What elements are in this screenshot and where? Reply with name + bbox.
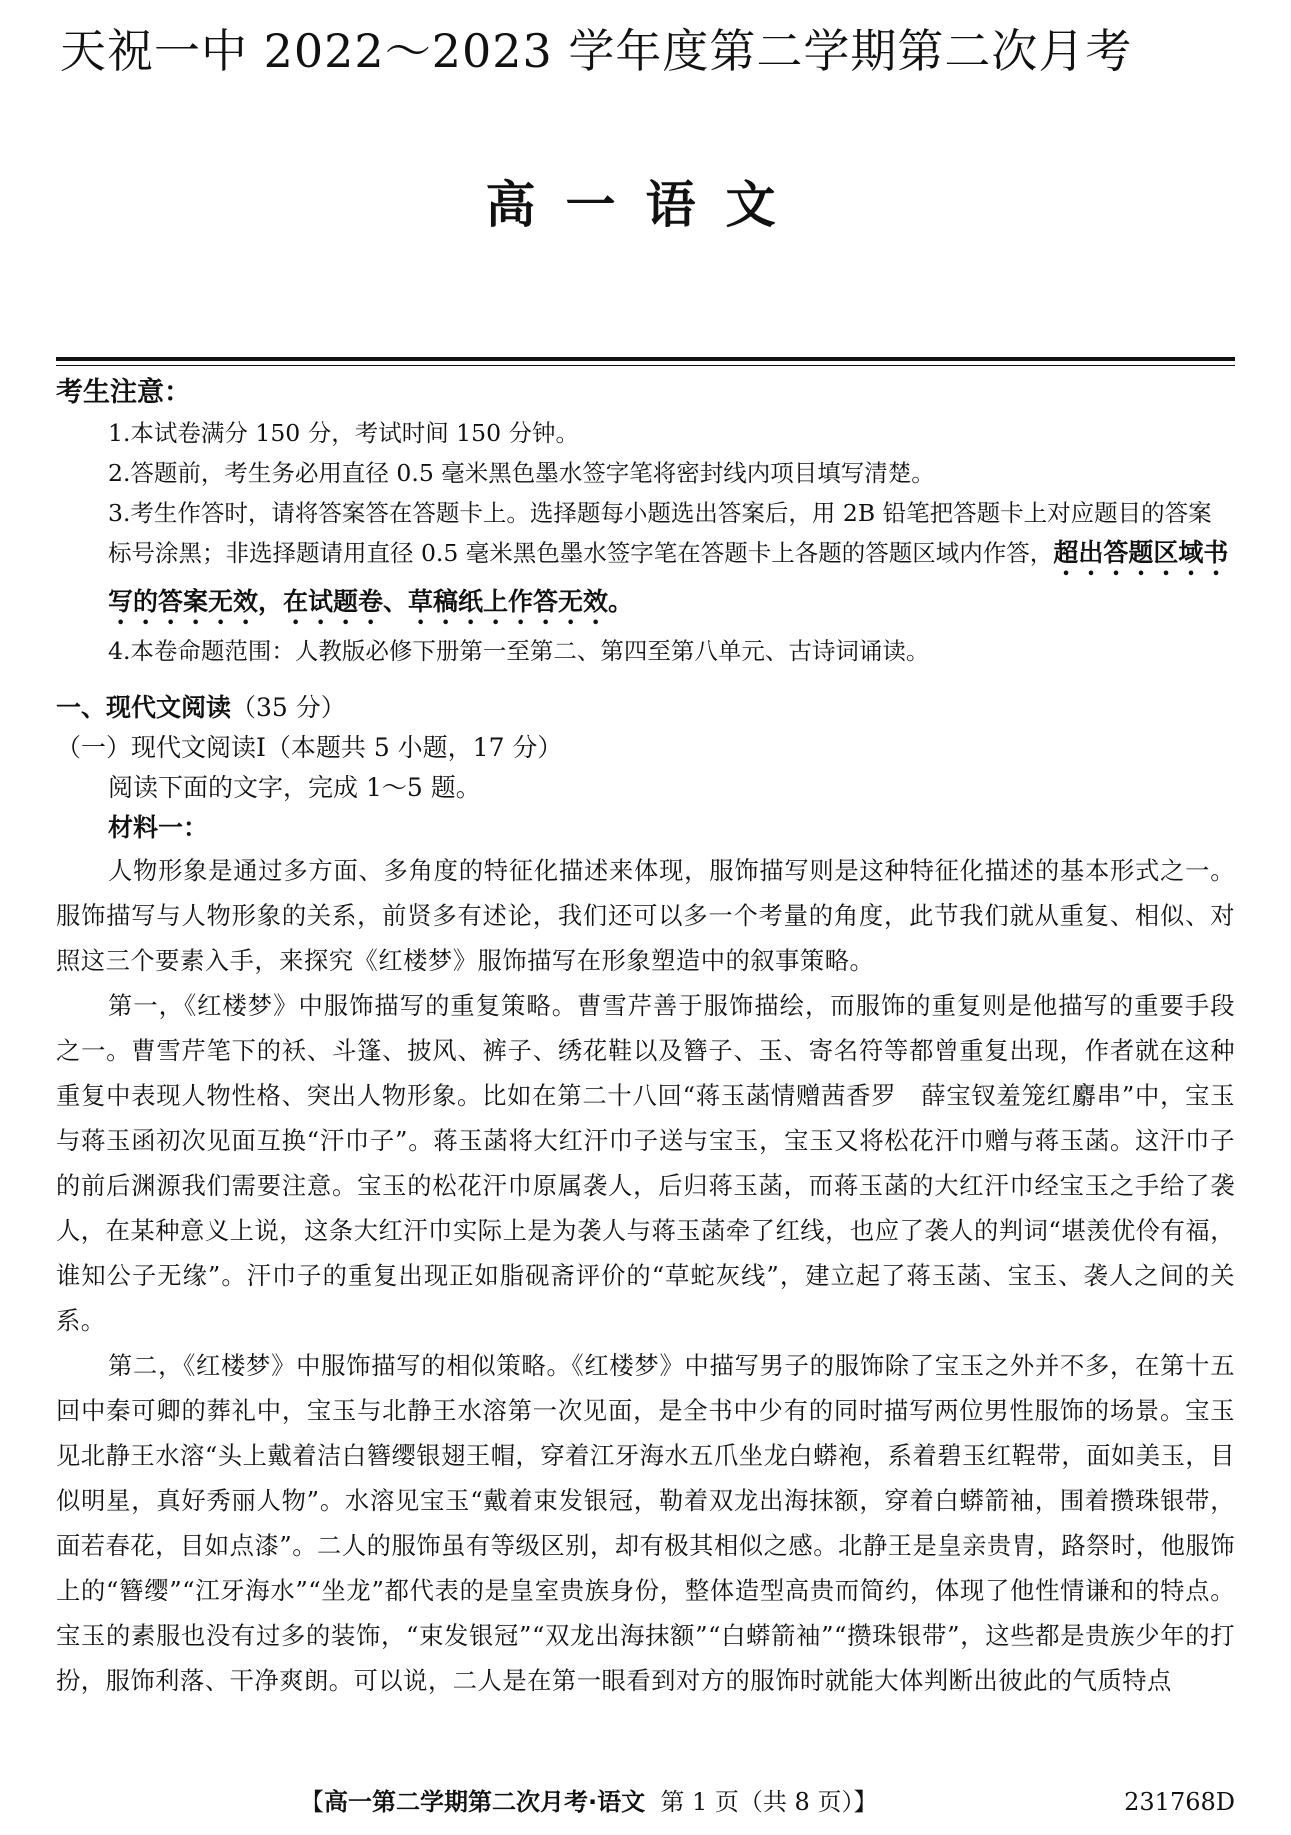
notice-item [56, 493, 1235, 631]
header-divider-thin [56, 365, 1235, 366]
section-title: 一、现代文阅读 [56, 693, 232, 722]
notice-item [56, 631, 1235, 671]
reading-instruction: 阅读下面的文字，完成 1～5 题。 [108, 773, 481, 802]
footer-left-bracket: 【 [300, 1788, 324, 1816]
notice-item-number: 4. [108, 637, 131, 665]
reading-section [56, 688, 1235, 1703]
notice-item-number: 2. [108, 459, 131, 487]
section-score: （35 分） [231, 693, 346, 722]
footer-exam-name: 高一第二学期第二次月考 [324, 1788, 588, 1816]
notice-item-number: 3. [108, 499, 131, 527]
subsection-heading: （一）现代文阅读Ⅰ（本题共 5 小题，17 分） [56, 733, 563, 762]
footer-page-number: 第 1 页（共 8 页） [660, 1788, 854, 1816]
footer-exam-code: 231768D [1124, 1788, 1235, 1816]
notice-heading: 考生注意： [56, 377, 191, 408]
notice-item-number: 1. [108, 419, 131, 447]
notice-item-text: 答题前，考生务必用直径 0.5 毫米黑色墨水签字笔将密封线内项目填写清楚。 [130, 459, 935, 487]
footer-label [300, 1782, 877, 1822]
header-divider-thick [56, 357, 1235, 361]
material-label: 材料一： [108, 813, 209, 842]
footer-subject: 语文 [597, 1788, 646, 1816]
notice-emphasis-text: 超出答题区域书写的答案无效，在试题卷、草稿纸上作答无效。 [108, 538, 1229, 616]
notice-item-text: 考生作答时，请将答案答在答题卡上。选择题每小题选出答案后，用 2B 铅笔把答题卡上对应题目的答案标号涂黑；非选择题请用直径 0.5 毫米黑色墨水签字笔在答题卡上各题的答题区域内作答， [108, 499, 1212, 567]
page-footer [0, 1782, 1291, 1822]
footer-right-bracket: 】 [853, 1788, 878, 1816]
notice-item [56, 453, 1235, 493]
notice-item-text: 本卷命题范围：人教版必修下册第一至第二、第四至第八单元、古诗词诵读。 [130, 637, 930, 665]
notice-item-text: 本试卷满分 150 分，考试时间 150 分钟。 [130, 419, 580, 447]
notice-item [56, 413, 1235, 453]
subject-title: 高一语文 [485, 176, 806, 234]
notice-list [56, 413, 1235, 671]
passage-paragraph: 第一，《红楼梦》中服饰描写的重复策略。曹雪芹善于服饰描绘，而服饰的重复则是他描写的重要手段之一。曹雪芹笔下的袄、斗篷、披风、裤子、绣花鞋以及簪子、玉、寄名符等都曾重复出现，作者就在这种重复中表现人物性格、突出人物形象。比如在第二十八回“蒋玉菡情赠茜香罗 薛宝钗羞笼红麝串”中，宝玉与蒋玉函初次见面互换“汗巾子”。蒋玉菡将大红汗巾子送与宝玉，宝玉又将松花汗巾赠与蒋玉菡。这汗巾子的前后渊源我们需要注意。宝玉的松花汗巾原属袭人，后归蒋玉菡，而蒋玉菡的大红汗巾经宝玉之手给了袭人，在某种意义上说，这条大红汗巾实际上是为袭人与蒋玉菡牵了红线，也应了袭人的判词“堪羡优伶有福，谁知公子无缘”。汗巾子的重复出现正如脂砚斋评价的“草蛇灰线”，建立起了蒋玉菡、宝玉、袭人之间的关系。 [56, 991, 1235, 1335]
passage-paragraph: 人物形象是通过多方面、多角度的特征化描述来体现，服饰描写则是这种特征化描述的基本形式之一。服饰描写与人物形象的关系，前贤多有述论，我们还可以多一个考量的角度，此节我们就从重复、相似、对照这三个要素入手，来探究《红楼梦》服饰描写在形象塑造中的叙事策略。 [56, 856, 1235, 975]
candidate-notice [56, 373, 1235, 671]
exam-title: 天祝一中 2022～2023 学年度第二学期第二次月考 [60, 24, 1133, 78]
footer-dot: · [588, 1788, 598, 1816]
passage-paragraph: 第二，《红楼梦》中服饰描写的相似策略。《红楼梦》中描写男子的服饰除了宝玉之外并不多，在第十五回中秦可卿的葬礼中，宝玉与北静王水溶第一次见面，是全书中少有的同时描写两位男性服饰的场景。宝玉见北静王水溶“头上戴着洁白簪缨银翅王帽，穿着江牙海水五爪坐龙白蟒袍，系着碧玉红鞓带，面如美玉，目似明星，真好秀丽人物”。水溶见宝玉“戴着束发银冠，勒着双龙出海抹额，穿着白蟒箭袖，围着攒珠银带，面若春花，目如点漆”。二人的服饰虽有等级区别，却有极其相似之感。北静王是皇亲贵胄，路祭时，他服饰上的“簪缨”“江牙海水”“坐龙”都代表的是皇室贵族身份，整体造型高贵而简约，体现了他性情谦和的特点。宝玉的素服也没有过多的装饰，“束发银冠”“双龙出海抹额”“白蟒箭袖”“攒珠银带”，这些都是贵族少年的打扮，服饰利落、干净爽朗。可以说，二人是在第一眼看到对方的服饰时就能大体判断出彼此的气质特点 [56, 1351, 1235, 1695]
section-heading [56, 688, 1235, 728]
